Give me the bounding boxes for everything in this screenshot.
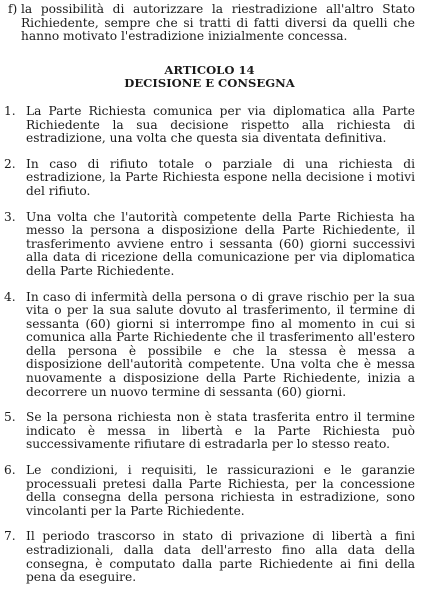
paragraph-number: 2.: [4, 156, 16, 171]
paragraph-text: La Parte Richiesta comunica per via diplomatica alla Parte Richiedente la sua decisione rispetto alla richiesta di estradizione, una volta che questa sia diventata definitiva.: [26, 103, 415, 146]
paragraph-text: Una volta che l'autorità competente della Parte Richiesta ha messo la persona a disposizione della Parte Richiedente, il trasferimento avviene entro i sessanta (60) giorni successivi alla data di ricezione della comunicazione per via diplomatica della Parte Richiedente.: [26, 209, 415, 278]
paragraph: [4, 291, 415, 400]
paragraph-number: 7.: [4, 529, 16, 544]
paragraph-text: Le condizioni, i requisiti, le rassicurazioni e le garanzie processuali pretesi dalla Parte Richiesta, per la concessione della consegna della persona richiesta in estradizione, sono vincolanti per la Parte Richiedente.: [26, 463, 415, 518]
paragraph: [4, 464, 415, 518]
paragraph-text: In caso di rifiuto totale o parziale di una richiesta di estradizione, la Parte Richiesta espone nella decisione i motivi del rifiuto.: [26, 156, 415, 198]
paragraph: [4, 105, 415, 146]
clause-letter: f): [8, 2, 18, 16]
paragraph-number: 3.: [4, 209, 16, 224]
paragraph-number: 5.: [4, 410, 16, 425]
paragraph: [4, 158, 415, 199]
intro-clause: [4, 3, 415, 44]
paragraph: [4, 411, 415, 452]
paragraph: [4, 211, 415, 279]
paragraph-text: In caso di infermità della persona o di grave rischio per la sua vita o per la sua salute dovuto al trasferimento, il termine di sessanta (60) giorni si interrompe fino al momento in cui si comunica alla Parte Richiedente che il trasferimento all'estero della persona è possibile e che la stessa è messa a disposizione dell'autorità competente. Una volta che è messa nuovamente a disposizione della Parte Richiedente, inizia a decorrere un nuovo termine di sessanta (60) giorni.: [26, 289, 415, 399]
article-title: ARTICOLO 14: [164, 62, 255, 77]
paragraph-number: 4.: [4, 289, 16, 304]
article-subtitle: DECISIONE E CONSEGNA: [124, 76, 295, 91]
paragraph-text: Il periodo trascorso in stato di privazione di libertà a fini estradizionali, dalla data dell'arresto fino alla data della consegna, è computato dalla parte Richiedente ai fini della pena da eseguire.: [26, 529, 415, 585]
clause-text: la possibilità di autorizzare la riestradizione all'altro Stato Richiedente, sempre che si tratti di fatti diversi da quelli che hanno motivato l'estradizione inizialmente concessa.: [21, 2, 415, 44]
paragraph-number: 6.: [4, 463, 16, 478]
paragraph-number: 1.: [4, 103, 16, 118]
paragraph-text: Se la persona richiesta non è stata trasferita entro il termine indicato è messa in libertà e la Parte Richiesta può successivamente rifiutare di estradarla per lo stesso reato.: [26, 410, 415, 452]
paragraph: [4, 530, 415, 584]
